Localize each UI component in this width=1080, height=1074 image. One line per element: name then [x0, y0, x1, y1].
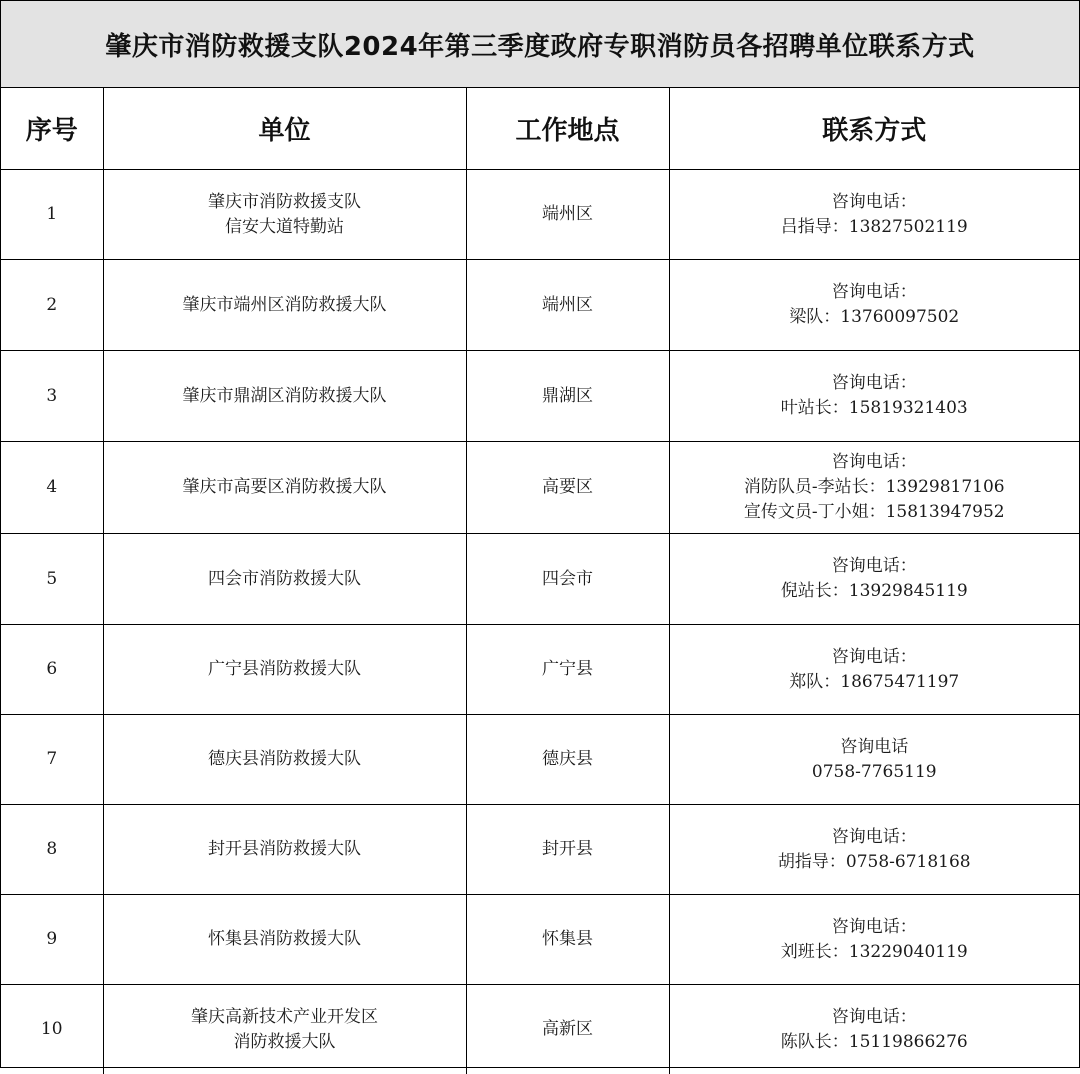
contact-label: 咨询电话： — [674, 825, 1076, 850]
table-row — [1, 534, 1079, 625]
header-contact: 联系方式 — [669, 88, 1079, 170]
unit-line: 肇庆高新技术产业开发区 — [108, 1005, 462, 1030]
cell-contact — [669, 534, 1079, 625]
cell-contact — [669, 625, 1079, 715]
contact-label: 咨询电话： — [674, 450, 1076, 475]
cell-index: 2 — [1, 260, 103, 351]
cell-location: 高新区 — [466, 985, 669, 1074]
unit-line: 德庆县消防救援大队 — [108, 747, 462, 772]
cell-contact — [669, 895, 1079, 985]
cell-unit — [103, 534, 466, 625]
header-location: 工作地点 — [466, 88, 669, 170]
cell-unit — [103, 170, 466, 260]
contact-phone: 叶站长：15819321403 — [674, 396, 1076, 421]
cell-contact — [669, 985, 1079, 1074]
table-header-row — [1, 88, 1079, 170]
cell-index: 5 — [1, 534, 103, 625]
cell-unit — [103, 442, 466, 534]
cell-unit — [103, 351, 466, 442]
cell-unit — [103, 895, 466, 985]
contact-label: 咨询电话 — [674, 735, 1076, 760]
contact-phone: 吕指导：13827502119 — [674, 215, 1076, 240]
cell-contact — [669, 260, 1079, 351]
table-body — [1, 170, 1079, 1074]
contact-label: 咨询电话： — [674, 645, 1076, 670]
contact-phone: 刘班长：13229040119 — [674, 940, 1076, 965]
cell-contact — [669, 805, 1079, 895]
contact-label: 咨询电话： — [674, 1005, 1076, 1030]
cell-location: 高要区 — [466, 442, 669, 534]
contact-phone: 陈队长：15119866276 — [674, 1030, 1076, 1055]
cell-index: 9 — [1, 895, 103, 985]
contact-phone: 胡指导：0758-6718168 — [674, 850, 1076, 875]
cell-index: 4 — [1, 442, 103, 534]
table-row — [1, 985, 1079, 1074]
table-row — [1, 170, 1079, 260]
contact-label: 咨询电话： — [674, 554, 1076, 579]
unit-line: 肇庆市高要区消防救援大队 — [108, 475, 462, 500]
table-row — [1, 625, 1079, 715]
contact-phone: 消防队员-李站长：13929817106 — [674, 475, 1076, 500]
contact-label: 咨询电话： — [674, 915, 1076, 940]
cell-contact — [669, 170, 1079, 260]
unit-line: 四会市消防救援大队 — [108, 567, 462, 592]
unit-line: 肇庆市端州区消防救援大队 — [108, 293, 462, 318]
cell-unit — [103, 625, 466, 715]
contact-table — [1, 88, 1079, 1074]
contact-phone: 郑队：18675471197 — [674, 670, 1076, 695]
cell-location: 广宁县 — [466, 625, 669, 715]
cell-location: 端州区 — [466, 170, 669, 260]
unit-line: 消防救援大队 — [108, 1030, 462, 1055]
unit-line: 广宁县消防救援大队 — [108, 657, 462, 682]
cell-unit — [103, 715, 466, 805]
cell-index: 6 — [1, 625, 103, 715]
cell-index: 3 — [1, 351, 103, 442]
page-title: 肇庆市消防救援支队2024年第三季度政府专职消防员各招聘单位联系方式 — [1, 1, 1079, 88]
cell-location: 鼎湖区 — [466, 351, 669, 442]
cell-location: 德庆县 — [466, 715, 669, 805]
contact-phone: 梁队：13760097502 — [674, 305, 1076, 330]
cell-location: 端州区 — [466, 260, 669, 351]
table-row — [1, 260, 1079, 351]
unit-line: 肇庆市消防救援支队 — [108, 190, 462, 215]
unit-line: 信安大道特勤站 — [108, 215, 462, 240]
table-row — [1, 715, 1079, 805]
cell-contact — [669, 351, 1079, 442]
cell-index: 7 — [1, 715, 103, 805]
table-row — [1, 895, 1079, 985]
cell-contact — [669, 715, 1079, 805]
cell-location: 怀集县 — [466, 895, 669, 985]
table-row — [1, 442, 1079, 534]
cell-index: 1 — [1, 170, 103, 260]
contact-label: 咨询电话： — [674, 280, 1076, 305]
header-unit: 单位 — [103, 88, 466, 170]
cell-unit — [103, 260, 466, 351]
cell-contact — [669, 442, 1079, 534]
contact-phone: 宣传文员-丁小姐：15813947952 — [674, 500, 1076, 525]
unit-line: 怀集县消防救援大队 — [108, 927, 462, 952]
contact-phone: 倪站长：13929845119 — [674, 579, 1076, 604]
cell-location: 封开县 — [466, 805, 669, 895]
contact-phone: 0758-7765119 — [674, 760, 1076, 785]
cell-unit — [103, 805, 466, 895]
contact-label: 咨询电话： — [674, 371, 1076, 396]
header-index: 序号 — [1, 88, 103, 170]
cell-index: 8 — [1, 805, 103, 895]
cell-unit — [103, 985, 466, 1074]
table-row — [1, 351, 1079, 442]
unit-line: 封开县消防救援大队 — [108, 837, 462, 862]
unit-line: 肇庆市鼎湖区消防救援大队 — [108, 384, 462, 409]
table-row — [1, 805, 1079, 895]
cell-index: 10 — [1, 985, 103, 1074]
cell-location: 四会市 — [466, 534, 669, 625]
contact-label: 咨询电话： — [674, 190, 1076, 215]
